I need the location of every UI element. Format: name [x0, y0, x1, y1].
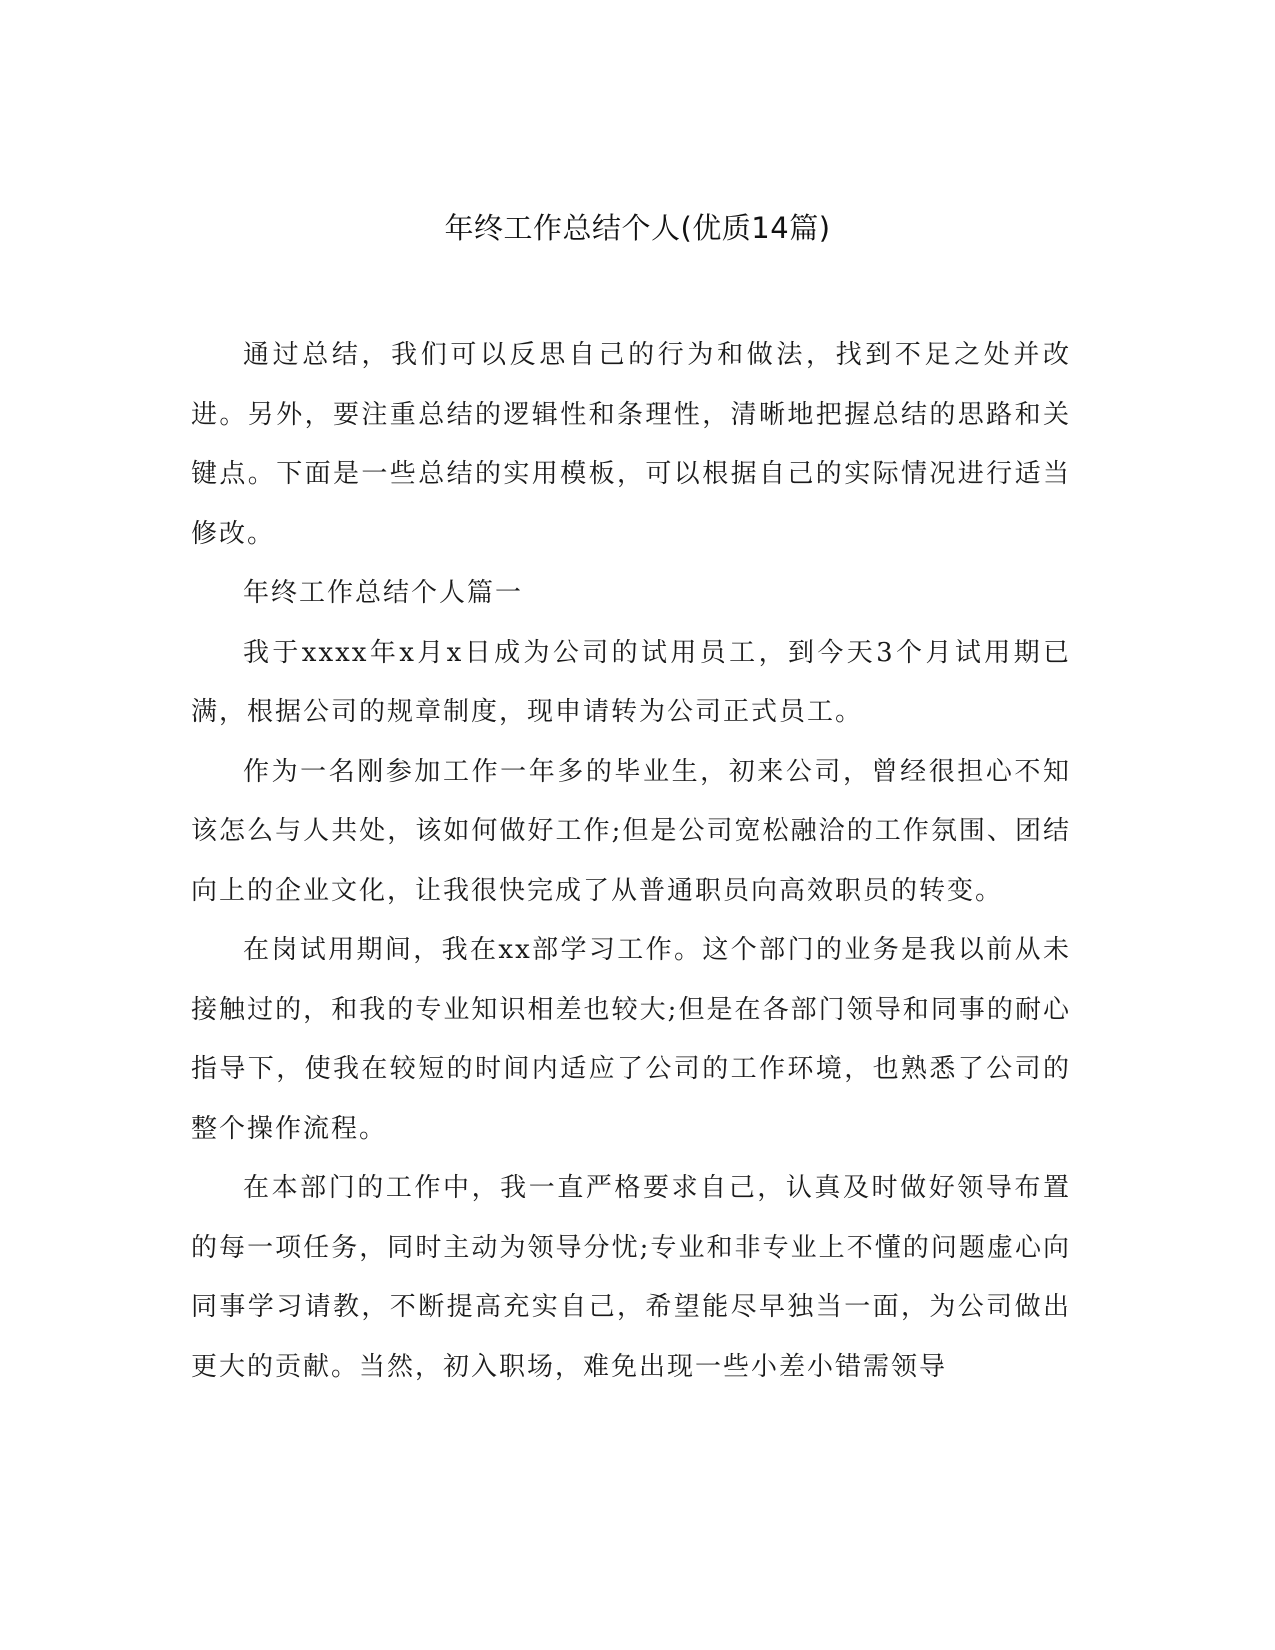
body-paragraph: 作为一名刚参加工作一年多的毕业生，初来公司，曾经很担心不知该怎么与人共处，该如何做好工作;但是公司宽松融洽的工作氛围、团结向上的企业文化，让我很快完成了从普通职员向高效职员的转变。 [191, 756, 1071, 906]
document-title: 年终工作总结个人(优质14篇) [444, 211, 831, 245]
body-paragraph: 在岗试用期间，我在xx部学习工作。这个部门的业务是我以前从未接触过的，和我的专业知识相差也较大;但是在各部门领导和同事的耐心指导下，使我在较短的时间内适应了公司的工作环境，也熟悉了公司的整个操作流程。 [191, 935, 1071, 1144]
body-paragraph: 我于xxxx年x月x日成为公司的试用员工，到今天3个月试用期已满，根据公司的规章制度，现申请转为公司正式员工。 [191, 637, 1071, 727]
section-heading: 年终工作总结个人篇一 [243, 578, 524, 608]
document-body [191, 326, 1071, 1397]
intro-paragraph: 通过总结，我们可以反思自己的行为和做法，找到不足之处并改进。另外，要注重总结的逻辑性和条理性，清晰地把握总结的思路和关键点。下面是一些总结的实用模板，可以根据自己的实际情况进行适当修改。 [191, 340, 1071, 549]
body-paragraph: 在本部门的工作中，我一直严格要求自己，认真及时做好领导布置的每一项任务，同时主动为领导分忧;专业和非专业上不懂的问题虚心向同事学习请教，不断提高充实自己，希望能尽早独当一面，为公司做出更大的贡献。当然，初入职场，难免出现一些小差小错需领导 [191, 1173, 1071, 1382]
